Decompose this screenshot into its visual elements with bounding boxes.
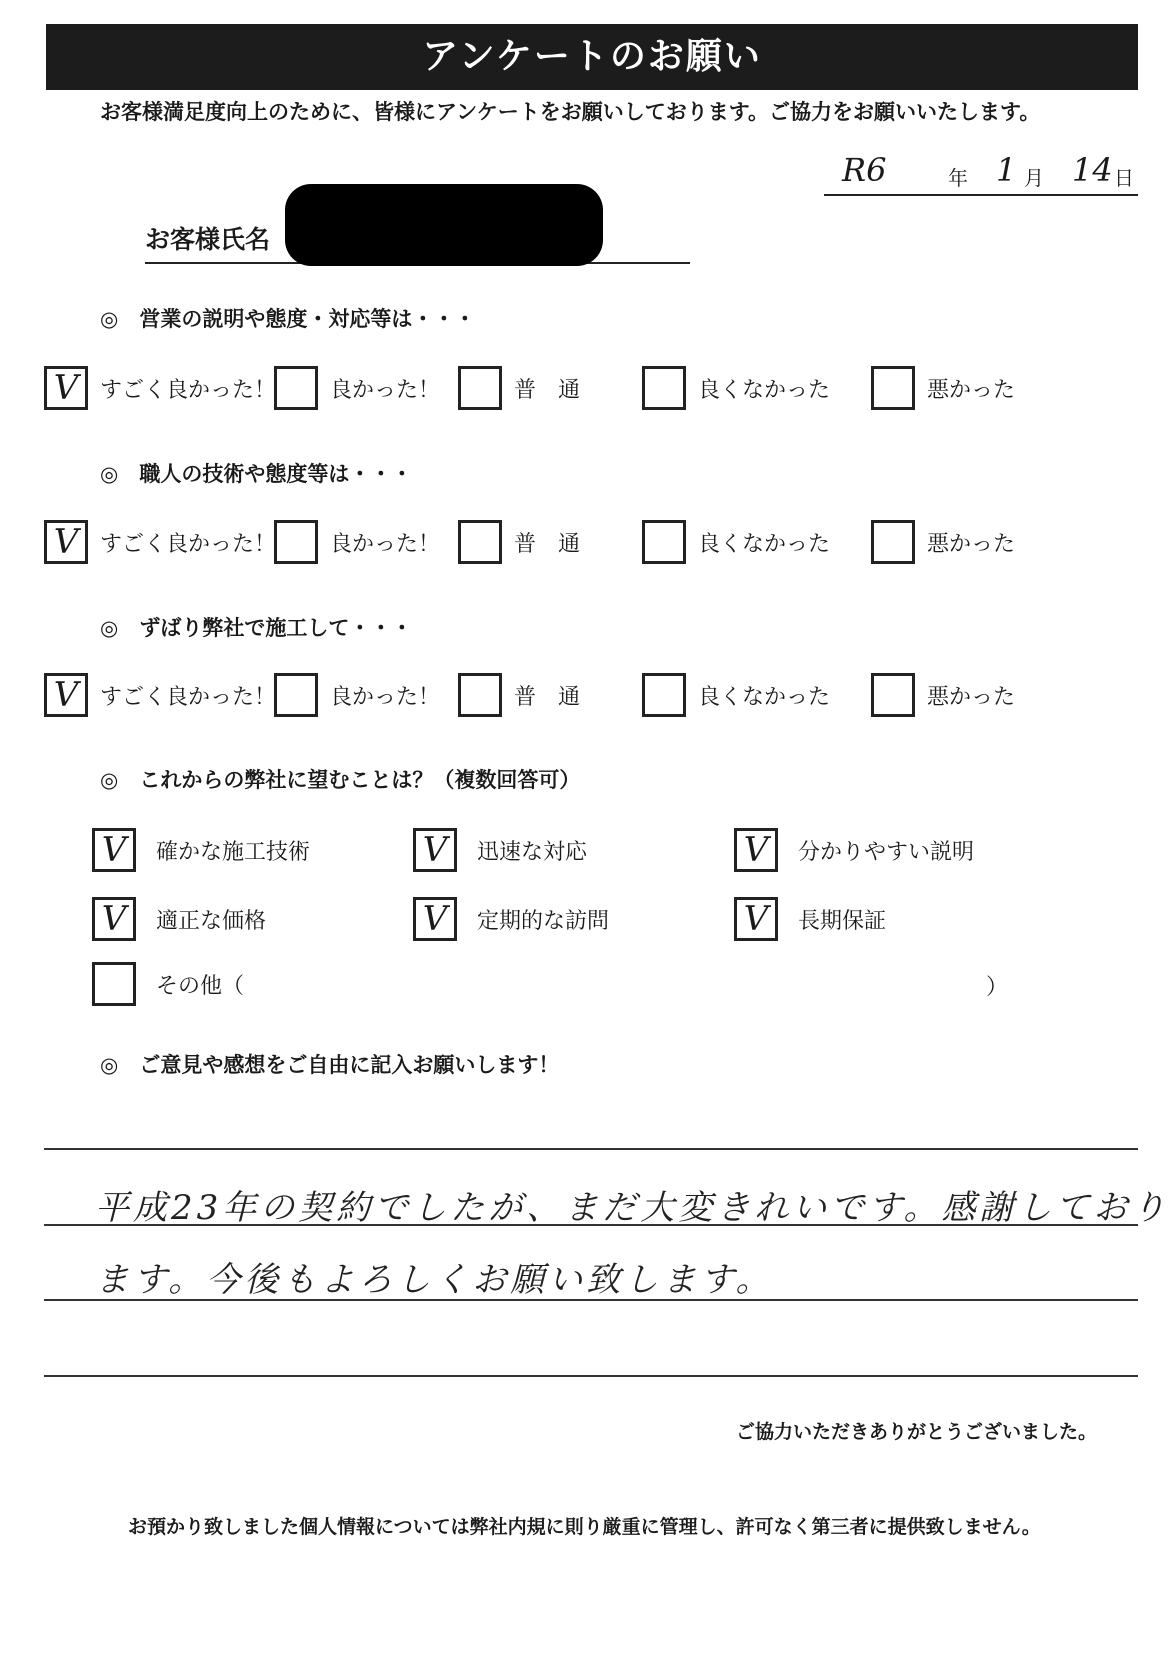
rating-option-label: 普 通	[514, 377, 581, 403]
rating-option-label: すごく良かった！	[100, 377, 277, 403]
comment-line-2[interactable]: ます。今後もよろしくお願い致します。	[95, 1260, 774, 1300]
check-mark: V	[101, 899, 127, 939]
check-mark: V	[743, 899, 769, 939]
wish-checkbox[interactable]	[413, 897, 457, 941]
intro-text: お客様満足度向上のために、皆様にアンケートをお願いしております。ご協力をお願いいたします。	[100, 100, 1041, 124]
wish-checkbox[interactable]	[734, 897, 778, 941]
rating-option-label: 普 通	[514, 684, 581, 710]
check-mark: V	[53, 522, 79, 562]
wish-checkbox[interactable]	[734, 828, 778, 872]
check-mark: V	[743, 830, 769, 870]
question-overall-title: ◎ ずばり弊社で施工して・・・	[100, 616, 413, 640]
wish-option-label: 分かりやすい説明	[798, 839, 975, 865]
rating-option-label: 悪かった	[927, 531, 1016, 557]
wish-option[interactable]	[92, 828, 310, 872]
rating-option-label: 普 通	[514, 531, 581, 557]
comment-rule-3	[44, 1299, 1138, 1301]
date-day: 14	[1072, 151, 1113, 189]
wish-checkbox[interactable]	[92, 897, 136, 941]
wish-option-label: 迅速な対応	[477, 839, 588, 865]
wish-option[interactable]	[92, 897, 266, 941]
check-mark: V	[53, 368, 79, 408]
rating-option-label: 悪かった	[927, 684, 1016, 710]
customer-name-label: お客様氏名	[145, 225, 271, 254]
rating-option-label: 良くなかった	[698, 684, 831, 710]
rating-option-label: 良かった！	[330, 377, 441, 403]
rating-option-label: 悪かった	[927, 377, 1016, 403]
question-craftsman-title: ◎ 職人の技術や態度等は・・・	[100, 462, 413, 486]
rating-option-label: 良かった！	[330, 531, 441, 557]
rating-option-label: すごく良かった！	[100, 684, 277, 710]
wish-option[interactable]	[413, 897, 609, 941]
comment-rule-1	[44, 1148, 1138, 1150]
comment-line-1[interactable]: 平成23年の契約でしたが、まだ大変きれいです。感謝しており	[95, 1188, 1170, 1228]
wish-option-label: 長期保証	[798, 908, 887, 934]
rating-option-label: 良くなかった	[698, 531, 831, 557]
check-mark: V	[422, 830, 448, 870]
wish-option-label: 定期的な訪問	[477, 908, 610, 934]
wish-option[interactable]	[734, 897, 886, 941]
wish-other-checkbox[interactable]	[92, 962, 136, 1006]
question-wishes-title: ◎ これからの弊社に望むことは？（複数回答可）	[100, 768, 581, 792]
comments-title: ◎ ご意見や感想をご自由に記入お願いします！	[100, 1053, 560, 1077]
rating-option-label: すごく良かった！	[100, 531, 277, 557]
wish-checkbox[interactable]	[413, 828, 457, 872]
comment-rule-2	[44, 1224, 1138, 1226]
wish-other-label: その他（	[156, 973, 245, 999]
wish-option[interactable]	[413, 828, 587, 872]
date-day-unit: 日	[1114, 166, 1134, 190]
date-year-unit: 年	[948, 166, 968, 190]
wish-other-close-paren: ）	[986, 975, 1009, 1000]
date-era-year: R6	[842, 151, 887, 189]
comment-rule-4	[44, 1375, 1138, 1377]
privacy-note: お預かり致しました個人情報については弊社内規に則り厳重に管理し、許可なく第三者に提供致しません。	[128, 1516, 1041, 1538]
check-mark: V	[53, 675, 79, 715]
date-month: 1	[996, 151, 1017, 189]
check-mark: V	[422, 899, 448, 939]
thanks-note: ご協力いただきありがとうございました。	[736, 1421, 1098, 1443]
rating-option-label: 良くなかった	[698, 377, 831, 403]
wish-option-label: 適正な価格	[156, 908, 267, 934]
wish-option[interactable]	[734, 828, 974, 872]
check-mark: V	[101, 830, 127, 870]
wish-option-label: 確かな施工技術	[156, 839, 311, 865]
question-sales-title: ◎ 営業の説明や態度・対応等は・・・	[100, 307, 476, 331]
form-title: アンケートのお願い	[46, 24, 1138, 90]
wish-checkbox[interactable]	[92, 828, 136, 872]
date-month-unit: 月	[1024, 166, 1044, 190]
wish-other-option[interactable]	[92, 962, 244, 1006]
rating-option-label: 良かった！	[330, 684, 441, 710]
